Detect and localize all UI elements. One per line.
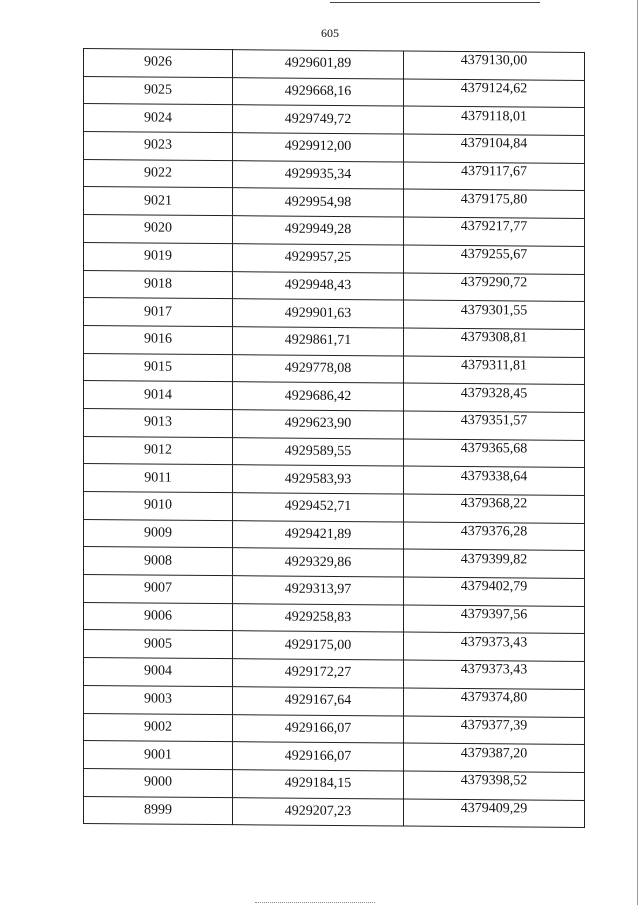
y-coordinate-text: 4379308,81: [460, 330, 528, 346]
scan-top-rule: [330, 2, 540, 3]
x-coordinate-cell: [233, 105, 404, 134]
point-id-text: 9026: [144, 54, 172, 71]
point-id-cell: [84, 492, 233, 521]
y-coordinate-cell: [404, 245, 585, 274]
point-id-text: 9021: [144, 193, 172, 209]
x-coordinate-cell: [233, 714, 404, 743]
x-coordinate-text: 4929912,00: [284, 138, 352, 155]
x-coordinate-cell: [233, 548, 404, 577]
y-coordinate-cell: [404, 632, 585, 661]
x-coordinate-text: 4929583,93: [284, 471, 352, 487]
point-id-text: 9016: [144, 331, 172, 347]
y-coordinate-text: 4379402,79: [460, 579, 528, 595]
table-row: [84, 132, 585, 164]
point-id-cell: [84, 658, 233, 687]
point-id-cell: [84, 519, 233, 548]
point-id-text: 9001: [144, 747, 172, 763]
x-coordinate-text: 4929623,90: [284, 415, 352, 432]
point-id-cell: [84, 132, 233, 161]
y-coordinate-text: 4379118,01: [461, 108, 527, 125]
point-id-cell: [84, 270, 233, 299]
point-id-cell: [84, 408, 233, 437]
point-id-text: 9018: [144, 276, 172, 292]
y-coordinate-cell: [404, 771, 585, 800]
y-coordinate-text: 4379374,80: [460, 690, 528, 706]
y-coordinate-cell: [404, 549, 585, 578]
x-coordinate-text: 4929668,16: [284, 83, 352, 100]
point-id-cell: [84, 796, 233, 825]
point-id-text: 9005: [144, 636, 172, 652]
x-coordinate-text: 4929452,71: [284, 498, 352, 515]
point-id-cell: [84, 436, 233, 465]
point-id-text: 9010: [144, 497, 172, 514]
point-id-text: 9024: [144, 110, 172, 126]
y-coordinate-cell: [404, 439, 585, 468]
x-coordinate-text: 4929175,00: [284, 637, 352, 653]
table-row: [84, 602, 585, 634]
x-coordinate-cell: [233, 133, 404, 162]
y-coordinate-text: 4379255,67: [460, 247, 528, 263]
table-row: [84, 270, 585, 302]
x-coordinate-text: 4929861,71: [284, 332, 352, 349]
scan-bottom-rule: [255, 902, 375, 903]
table-row: [84, 547, 585, 579]
table-row: [84, 436, 585, 468]
x-coordinate-cell: [233, 770, 404, 799]
x-coordinate-text: 4929935,34: [284, 166, 352, 183]
table-row: [84, 630, 585, 662]
y-coordinate-text: 4379409,29: [460, 800, 528, 817]
point-id-cell: [84, 187, 233, 216]
point-id-text: 9011: [144, 470, 172, 486]
y-coordinate-cell: [404, 162, 585, 191]
y-coordinate-text: 4379368,22: [460, 496, 528, 512]
y-coordinate-text: 4379338,64: [460, 468, 528, 485]
y-coordinate-text: 4379124,62: [460, 80, 528, 97]
point-id-text: 9002: [144, 719, 172, 735]
point-id-text: 9003: [144, 691, 172, 707]
y-coordinate-cell: [404, 522, 585, 551]
y-coordinate-cell: [404, 411, 585, 440]
y-coordinate-text: 4379217,77: [460, 219, 528, 235]
x-coordinate-text: 4929589,55: [284, 443, 352, 460]
y-coordinate-text: 4379290,72: [460, 274, 528, 291]
table-row: [84, 713, 585, 745]
y-coordinate-text: 4379387,20: [460, 745, 528, 762]
y-coordinate-cell: [404, 716, 585, 745]
y-coordinate-text: 4379351,57: [460, 413, 528, 429]
y-coordinate-cell: [404, 328, 585, 357]
point-id-cell: [84, 602, 233, 631]
point-id-cell: [84, 353, 233, 382]
table-row: [84, 104, 585, 136]
x-coordinate-cell: [233, 243, 404, 272]
x-coordinate-text: 4929207,23: [284, 803, 352, 820]
x-coordinate-cell: [233, 493, 404, 522]
point-id-text: 9023: [144, 137, 172, 154]
point-id-text: 9013: [144, 414, 172, 430]
point-id-text: 9020: [144, 220, 172, 237]
x-coordinate-text: 4929167,64: [284, 692, 352, 709]
x-coordinate-cell: [233, 382, 404, 411]
x-coordinate-text: 4929601,89: [284, 55, 352, 72]
y-coordinate-cell: [404, 494, 585, 523]
x-coordinate-cell: [233, 327, 404, 356]
point-id-cell: [84, 298, 233, 327]
table-row: [84, 159, 585, 191]
x-coordinate-cell: [233, 465, 404, 494]
y-coordinate-text: 4379301,55: [460, 302, 528, 319]
point-id-cell: [84, 381, 233, 410]
coordinates-table-body: [84, 49, 585, 828]
point-id-text: 9009: [144, 525, 172, 541]
x-coordinate-cell: [233, 797, 404, 826]
x-coordinate-text: 4929329,86: [284, 554, 352, 570]
x-coordinate-cell: [233, 188, 404, 217]
x-coordinate-text: 4929954,98: [284, 194, 352, 210]
table-row: [84, 519, 585, 551]
point-id-text: 8999: [144, 802, 172, 818]
table-row: [84, 796, 585, 828]
x-coordinate-cell: [233, 631, 404, 660]
x-coordinate-text: 4929778,08: [284, 360, 352, 377]
x-coordinate-text: 4929166,07: [284, 748, 352, 764]
y-coordinate-text: 4379175,80: [460, 191, 528, 208]
point-id-cell: [84, 76, 233, 105]
point-id-text: 9022: [144, 165, 172, 181]
point-id-text: 9000: [144, 774, 172, 790]
point-id-cell: [84, 325, 233, 354]
y-coordinate-cell: [404, 356, 585, 385]
x-coordinate-text: 4929749,72: [284, 111, 352, 127]
y-coordinate-cell: [404, 51, 585, 80]
point-id-cell: [84, 768, 233, 797]
table-row: [84, 325, 585, 357]
y-coordinate-text: 4379130,00: [460, 53, 528, 69]
point-id-cell: [84, 741, 233, 770]
table-row: [84, 408, 585, 440]
y-coordinate-cell: [404, 688, 585, 717]
y-coordinate-cell: [404, 273, 585, 302]
table-row: [84, 76, 585, 108]
y-coordinate-cell: [404, 466, 585, 495]
scan-right-edge: [637, 0, 638, 905]
table-row: [84, 381, 585, 413]
point-id-text: 9025: [144, 82, 172, 98]
point-id-cell: [84, 713, 233, 742]
point-id-cell: [84, 49, 233, 78]
x-coordinate-text: 4929258,83: [284, 609, 352, 626]
y-coordinate-cell: [404, 660, 585, 689]
y-coordinate-text: 4379399,82: [460, 551, 528, 568]
y-coordinate-cell: [404, 300, 585, 329]
y-coordinate-cell: [404, 743, 585, 772]
x-coordinate-text: 4929313,97: [284, 581, 352, 598]
table-row: [84, 741, 585, 773]
x-coordinate-cell: [233, 216, 404, 245]
x-coordinate-cell: [233, 603, 404, 632]
y-coordinate-text: 4379377,39: [460, 717, 528, 734]
point-id-text: 9007: [144, 580, 172, 597]
x-coordinate-text: 4929686,42: [284, 388, 352, 404]
point-id-text: 9019: [144, 248, 172, 264]
x-coordinate-text: 4929421,89: [284, 526, 352, 543]
x-coordinate-cell: [233, 576, 404, 605]
point-id-cell: [84, 159, 233, 188]
table-row: [84, 215, 585, 247]
y-coordinate-text: 4379117,67: [461, 164, 527, 180]
x-coordinate-text: 4929172,27: [284, 665, 352, 681]
point-id-cell: [84, 575, 233, 604]
y-coordinate-text: 4379397,56: [460, 607, 528, 623]
point-id-cell: [84, 464, 233, 493]
x-coordinate-cell: [233, 299, 404, 328]
y-coordinate-cell: [404, 134, 585, 163]
y-coordinate-text: 4379373,43: [460, 634, 528, 651]
table-row: [84, 658, 585, 690]
table-row: [84, 49, 585, 81]
y-coordinate-text: 4379311,81: [461, 357, 527, 374]
table-row: [84, 464, 585, 496]
x-coordinate-cell: [233, 410, 404, 439]
y-coordinate-cell: [404, 217, 585, 246]
y-coordinate-cell: [404, 577, 585, 606]
point-id-cell: [84, 685, 233, 714]
point-id-cell: [84, 630, 233, 659]
table-row: [84, 575, 585, 607]
x-coordinate-cell: [233, 50, 404, 79]
x-coordinate-text: 4929957,25: [284, 249, 352, 266]
x-coordinate-cell: [233, 77, 404, 106]
x-coordinate-cell: [233, 742, 404, 771]
table-row: [84, 242, 585, 274]
point-id-text: 9014: [144, 387, 172, 403]
point-id-cell: [84, 242, 233, 271]
point-id-text: 9004: [144, 663, 172, 680]
y-coordinate-text: 4379376,28: [460, 523, 528, 540]
point-id-text: 9008: [144, 553, 172, 569]
x-coordinate-cell: [233, 659, 404, 688]
point-id-text: 9015: [144, 359, 172, 375]
x-coordinate-cell: [233, 686, 404, 715]
y-coordinate-text: 4379365,68: [460, 440, 528, 457]
point-id-cell: [84, 215, 233, 244]
table-row: [84, 298, 585, 330]
y-coordinate-cell: [404, 605, 585, 634]
table-row: [84, 492, 585, 524]
x-coordinate-cell: [233, 354, 404, 383]
x-coordinate-cell: [233, 520, 404, 549]
y-coordinate-cell: [404, 106, 585, 135]
point-id-text: 9006: [144, 608, 172, 624]
y-coordinate-cell: [404, 383, 585, 412]
y-coordinate-text: 4379398,52: [460, 773, 528, 789]
y-coordinate-cell: [404, 79, 585, 108]
x-coordinate-cell: [233, 271, 404, 300]
y-coordinate-text: 4379104,84: [460, 136, 528, 152]
point-id-cell: [84, 104, 233, 133]
point-id-cell: [84, 547, 233, 576]
y-coordinate-text: 4379373,43: [460, 662, 528, 678]
y-coordinate-text: 4379328,45: [460, 385, 528, 402]
table-row: [84, 685, 585, 717]
y-coordinate-cell: [404, 799, 585, 828]
table-row: [84, 768, 585, 800]
x-coordinate-text: 4929166,07: [284, 720, 352, 736]
x-coordinate-text: 4929949,28: [284, 222, 352, 238]
page-number: 605: [321, 26, 339, 40]
table-row: [84, 353, 585, 385]
point-id-text: 9017: [144, 304, 172, 320]
x-coordinate-cell: [233, 437, 404, 466]
coordinates-table-wrapper: [83, 48, 585, 828]
x-coordinate-text: 4929948,43: [284, 277, 352, 293]
x-coordinate-text: 4929901,63: [284, 305, 352, 321]
point-id-text: 9012: [144, 442, 172, 458]
x-coordinate-text: 4929184,15: [284, 775, 352, 792]
x-coordinate-cell: [233, 160, 404, 189]
table-row: [84, 187, 585, 219]
y-coordinate-cell: [404, 189, 585, 218]
coordinates-table: [83, 48, 585, 828]
